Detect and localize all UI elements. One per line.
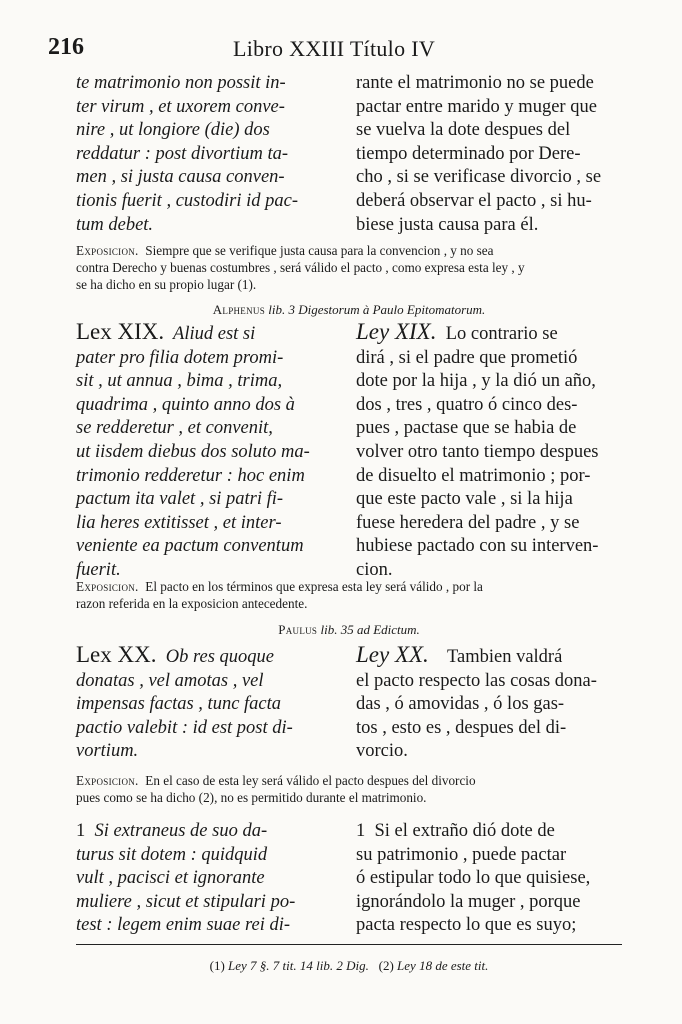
spanish-text: el pacto respecto las cosas dona- das , ó amovidas , ó los gas- tos , esto es , despues del di- vorcio. [356,670,597,762]
spanish-column [356,643,622,764]
exposicion-label: Exposicion. [76,243,139,258]
paragraph-number: 1 [356,821,366,841]
exposicion-label: Exposicion. [76,579,139,594]
footnote-1-text: Ley 7 §. 7 tit. 14 lib. 2 Dig. [224,958,369,973]
exposicion-text: El pacto en los términos que expresa esta ley será válido , por la razon referida en la exposicion antecedente. [76,579,483,611]
footnotes [76,958,622,974]
latin-text: pater pro filia dotem promi- sit , ut annua , bima , trima, quadrima , quinto anno dos à se redderetur , et convenit, ut iisdem diebus dos soluto ma- trimonio redderetur : hoc enim pactum ita valet , si patri fi- lia heres extitisset , et inter- veniente ea pactum conventum fuerit. [76,347,310,580]
spanish-column [356,320,622,583]
lex-label: Lex XX. [76,642,157,667]
exposicion-text: Siempre que se verifique justa causa para la convencion , y no sea contra Derecho y buenas costumbres , será válido el pacto , como expresa esta ley , y se ha dicho en su propio lugar (1). [76,243,525,292]
page-number: 216 [48,34,84,60]
latin-column [76,320,338,583]
footnote-divider [76,944,622,945]
latin-column [76,820,338,938]
spanish-column: rante el matrimonio no se puede pactar entre marido y muger que se vuelva la dote despues del tiempo determinado por Dere- cho , si se verificase divorcio , se deberá observar el pacto , si hu- biese justa causa para él. [356,73,602,235]
ley-label: Ley XIX. [356,319,437,344]
spanish-first-line: Tambien valdrá [428,647,563,667]
spanish-text: su patrimonio , puede pactar ó estipular todo lo que quisiese, ignorándolo la muger , porque pacta respecto lo que es suyo; [356,844,591,936]
running-title: Libro XXIII Título IV [232,36,436,61]
footnote-1-number: (1) [209,958,225,973]
latin-text: turus sit dotem : quidquid vult , pacisci et ignorante muliere , sicut et stipulari po- test : legem enim suae rei di- [76,844,296,936]
exposicion-text: En el caso de esta ley será válido el pacto despues del divorcio pues como se ha dicho (2), no es permitido durante el matrimonio. [76,773,476,805]
lex-label: Lex XIX. [76,319,165,344]
ley-label: Ley XX. [356,642,429,667]
latin-text: donatas , vel amotas , vel impensas factas , tunc facta pactio valebit : id est post di- vortium. [76,670,293,762]
spanish-first-line: Si el extraño dió dote de [365,821,555,841]
source-reference: lib. 3 Digestorum à Paulo Epitomatorum. [265,302,486,317]
jurist-name: Alphenus [212,302,265,317]
paragraph-number: 1 [76,821,86,841]
exposicion-label: Exposicion. [76,773,139,788]
spanish-text: dirá , si el padre que prometió dote por la hija , y la dió un año, dos , tres , quatro ó cinco des- pues , pactase que se habia de volver otro tanto tiempo despues de disuelto el matrimonio ; por- que este pacto vale , si la hija fuese heredera del padre , y se hubiese pactado con su interven- cion. [356,347,599,580]
latin-first-line: Aliud est si [164,324,256,344]
latin-first-line: Si extraneus de suo da- [85,821,268,841]
latin-column [76,643,338,764]
footnote-2-text: Ley 18 de este tit. [393,958,489,973]
exposicion-2 [76,578,622,612]
source-attribution-2 [76,622,622,638]
exposicion-1 [76,242,622,293]
exposicion-3 [76,772,622,806]
jurist-name: Paulus [278,622,318,637]
source-reference: lib. 35 ad Edictum. [317,622,420,637]
running-header [48,34,620,66]
spanish-first-line: Lo contrario se [436,324,558,344]
latin-column: te matrimonio non possit in- ter virum , et uxorem conve- nire , ut longiore (die) dos reddatur : post divortium ta- men , si justa causa conven- tionis fuerit , custodiri id pac- tum debet. [76,73,298,235]
footnote-2-number: (2) [378,958,394,973]
spanish-column [356,820,622,938]
source-attribution-1 [76,302,622,318]
latin-first-line: Ob res quoque [156,647,274,667]
